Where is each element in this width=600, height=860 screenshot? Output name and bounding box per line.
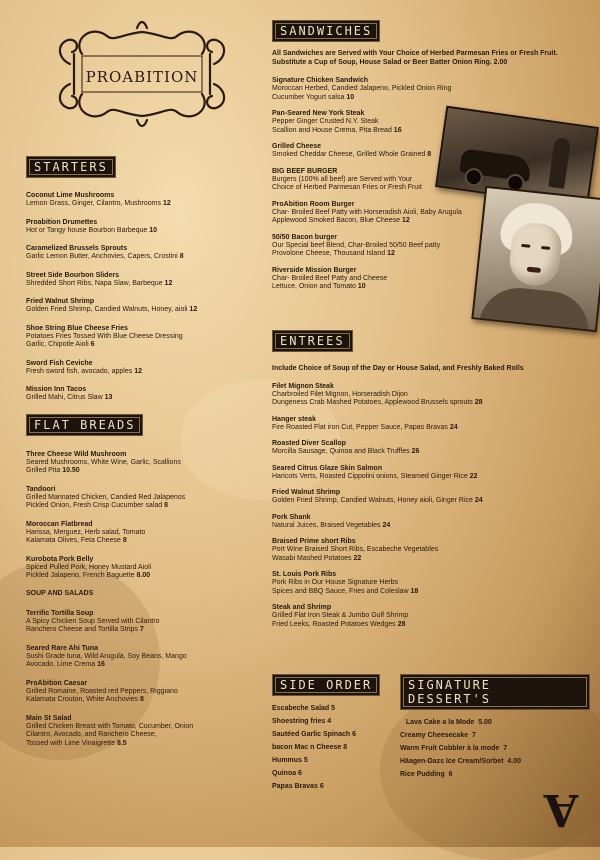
item-description-text: Smoked Cheddar Cheese, Grilled Whole Grained xyxy=(272,151,426,158)
item-price: 22 xyxy=(469,472,478,480)
item-description xyxy=(26,227,254,236)
item-price: 12 xyxy=(387,250,395,257)
item-description: Seared Mushrooms, White Wine, Garlic, Scallions xyxy=(26,458,181,466)
item-description: Char- Broiled Beef Patty and Cheese xyxy=(272,274,388,282)
item-price: 12 xyxy=(134,367,142,375)
item-price: 13 xyxy=(104,394,113,401)
logo xyxy=(52,14,232,134)
item-price: 12 xyxy=(164,279,173,287)
item-name: Shoe String Blue Cheese Fries xyxy=(26,324,128,332)
sandwich-note-line: All Sandwiches are Served with Your Choice of Herbed Parmesan Fries or Fresh Fruit. xyxy=(272,50,558,57)
item-description xyxy=(26,502,254,511)
starters-list xyxy=(26,191,254,403)
menu-item xyxy=(272,603,594,629)
item-description-text: Pickled Jalapeno, French Baguette xyxy=(26,572,135,579)
item-description-text: Shredded Short Ribs, Napa Slaw, Barbeque xyxy=(26,279,163,287)
dessert-item: Creamy Cheesecake 7 xyxy=(400,732,476,739)
item-name: Sword Fish Ceviche xyxy=(26,359,93,367)
menu-item xyxy=(26,679,254,705)
section-sandwiches: SANDWICHES xyxy=(272,20,380,42)
item-description: Pork Ribs in Our House Signature Herbs xyxy=(272,579,399,586)
section-entrees: ENTREES xyxy=(272,330,353,352)
item-name: Hanger steak xyxy=(272,415,316,423)
section-side-order: SIDE ORDER xyxy=(272,674,380,696)
item-price: 6 xyxy=(90,341,95,348)
menu-item xyxy=(26,714,254,749)
item-description-text: Wasabi Mashed Potatoes xyxy=(272,554,352,562)
item-description xyxy=(272,399,594,408)
item-name: BIG BEEF BURGER xyxy=(272,167,338,175)
item-price: 8.5 xyxy=(116,739,127,747)
item-description-text: Grilled Mahi, Citrus Slaw xyxy=(26,394,103,401)
item-name: Signature Chicken Sandwich xyxy=(272,77,369,84)
item-description: Port Wine Braised Short Ribs, Escabeche Vegetables xyxy=(272,546,439,553)
item-price: 22 xyxy=(353,554,362,562)
item-description xyxy=(26,661,254,670)
item-description xyxy=(26,696,254,705)
entrees-list xyxy=(272,382,594,630)
menu-item xyxy=(272,76,594,102)
menu-item xyxy=(26,324,254,350)
item-description-text: Garlic Lemon Butter, Anchovies, Capers, Crostini xyxy=(26,253,178,260)
item-description xyxy=(26,368,254,377)
item-price: 10 xyxy=(357,283,366,290)
soup-heading: SOUP AND SALADS xyxy=(26,589,94,597)
item-description xyxy=(272,555,594,564)
item-name: Roasted Diver Scallop xyxy=(272,440,346,447)
item-description-text: Kalamata Crouton, White Anchovies xyxy=(26,696,139,703)
item-price: 16 xyxy=(393,126,402,134)
item-price: 8 xyxy=(122,537,127,544)
menu-item xyxy=(272,537,594,563)
dessert-item: Lava Cake a la Mode 5.00 xyxy=(400,719,492,726)
item-description-text: Garlic, Chipotle Aioli xyxy=(26,341,89,348)
item-name: Mission Inn Tacos xyxy=(26,386,87,393)
menu-item xyxy=(26,359,254,377)
dessert-item: Häagen-Dazs Ice Cream/Sorbet 4.00 xyxy=(400,758,521,765)
item-price: 12 xyxy=(162,200,171,207)
item-price: 18 xyxy=(410,587,419,595)
item-description xyxy=(272,522,594,531)
item-description: Our Special beef Blend, Char-Broiled 50/50 Beef patty xyxy=(272,241,441,249)
menu-item xyxy=(26,609,254,635)
face-shape-icon xyxy=(507,221,563,288)
menu-item xyxy=(26,485,254,511)
menu-item xyxy=(272,415,594,433)
item-price: 24 xyxy=(449,423,458,431)
item-description-text: Cucumber Yogurt salsa xyxy=(272,93,345,101)
side-order-item: Shoestring fries 4 xyxy=(272,718,332,725)
item-description xyxy=(26,467,254,476)
item-description-text: Grilled Pita xyxy=(26,467,61,474)
item-price: 24 xyxy=(474,497,483,504)
item-name: Three Cheese Wild Mushroom xyxy=(26,450,127,458)
item-name: Kurobota Pork Belly xyxy=(26,555,94,563)
item-name: St. Louis Pork Ribs xyxy=(272,571,337,578)
item-description xyxy=(26,740,254,749)
figure-silhouette-icon xyxy=(548,137,571,189)
menu-item xyxy=(26,191,254,209)
item-description: Potatoes Fries Tossed With Blue Cheese Dressing xyxy=(26,332,183,340)
section-desserts: SIGNATURE DESSERT'S xyxy=(400,674,590,710)
item-description xyxy=(272,497,594,506)
dessert-item: Warm Fruit Cobbler à la mode 7 xyxy=(400,745,508,752)
item-name: Tandoori xyxy=(26,485,56,493)
section-flat-breads: FLAT BREADS xyxy=(26,414,143,436)
item-price: 10 xyxy=(346,93,355,101)
item-description xyxy=(26,253,254,262)
menu-item xyxy=(26,450,254,476)
item-price: 8 xyxy=(164,502,169,509)
item-description-text: Scallion and House Crema, Pita Bread xyxy=(272,126,392,134)
item-description xyxy=(272,588,594,597)
item-name: Moroccan Flatbread xyxy=(26,520,93,528)
menu-item xyxy=(272,488,594,506)
item-price: 28 xyxy=(397,620,406,628)
item-name: Proabition Drumettes xyxy=(26,218,98,226)
item-price: 26 xyxy=(411,448,420,455)
item-description-text: Golden Fried Shrimp, Candied Walnuts, Honey aioli, Ginger Rice xyxy=(272,497,473,504)
item-name: Filet Mignon Steak xyxy=(272,382,334,390)
item-name: Braised Prime short Ribs xyxy=(272,538,356,545)
item-description-text: Applewood Smoked Bacon, Blue Cheese xyxy=(272,217,401,224)
item-name: Seared Citrus Glaze Skin Salmon xyxy=(272,464,383,472)
item-description-text: Avocado, Lime Crema xyxy=(26,661,96,668)
item-name: Pan-Seared New York Steak xyxy=(272,110,365,117)
item-description: Grilled Chicken Breast with Tomato, Cucumber, Onion xyxy=(26,722,194,730)
item-price: 12 xyxy=(189,306,198,313)
item-description-text: Haricots Verts, Roasted Cippolini onions, Steamed Ginger Rice xyxy=(272,472,468,480)
item-name: Caramelized Brussels Sprouts xyxy=(26,245,128,252)
item-description-text: Fire Roasted Flat iron Cut, Pepper Sauce, Papas Bravas xyxy=(272,423,448,431)
menu-item xyxy=(26,644,254,670)
entree-note: Include Choice of Soup of the Day or House Salad, and Freshly Baked Rolls xyxy=(272,365,524,372)
item-description xyxy=(26,200,254,209)
item-description-text: Fried Leeks, Roasted Potatoes Wedges xyxy=(272,620,396,628)
item-description: Charbroiled Filet Mignon, Horseradish Dijon xyxy=(272,390,408,398)
item-description-text: Golden Fried Shrimp, Candied Walnuts, Honey, aioli xyxy=(26,306,188,313)
item-name: 50/50 Bacon burger xyxy=(272,233,337,241)
item-price: 7 xyxy=(139,626,144,633)
item-description xyxy=(272,424,594,433)
item-description: Burgers (100% all beef) are Served with Your xyxy=(272,175,413,183)
menu-item xyxy=(26,555,254,581)
item-description xyxy=(26,341,254,350)
menu-item xyxy=(272,570,594,596)
item-description-text: Provolone Cheese, Thousand Island xyxy=(272,250,386,257)
item-name: Street Side Bourbon Sliders xyxy=(26,271,119,279)
item-description: Grilled Romaine, Roasted red Peppers, Riggiano xyxy=(26,687,178,695)
item-price: 8 xyxy=(179,253,184,260)
item-description: Grilled Flat Iron Steak & Jumbo Gulf Shrimp xyxy=(272,612,409,619)
item-price: 28 xyxy=(474,399,483,406)
item-description xyxy=(26,626,254,635)
desserts-list xyxy=(400,719,590,778)
item-price: 12 xyxy=(401,217,410,224)
menu-item xyxy=(26,271,254,289)
menu-item xyxy=(26,244,254,262)
item-description-text: Natural Juices, Braised Vegetables xyxy=(272,521,381,529)
item-description-text: Kalamata Olives, Feta Cheese xyxy=(26,537,121,544)
item-name: Coconut Lime Mushrooms xyxy=(26,192,115,199)
item-description: Cilantro, Avocado, and Ranchero Cheese, xyxy=(26,731,157,738)
brand-name: PROABITION xyxy=(85,68,199,86)
item-name: Grilled Cheese xyxy=(272,143,322,150)
item-description: Char- Broiled Beef Patty with Horseradish Aioli, Baby Arugula xyxy=(272,208,462,216)
item-description-text: Lemon Grass, Ginger, Cilantro, Mushrooms xyxy=(26,200,161,207)
item-description: Grilled Marinated Chicken, Candied Red Jalapenos xyxy=(26,493,186,501)
side-order-item: Escabeche Salad 5 xyxy=(272,705,336,712)
menu-item xyxy=(272,513,594,531)
item-description-text: Spices and BBQ Sauce, Fries and Coleslaw xyxy=(272,587,409,595)
item-description: Spiced Pulled Pork, Honey Mustard Aioli xyxy=(26,563,152,571)
menu-item xyxy=(26,520,254,546)
item-description xyxy=(272,94,594,103)
side-order-item: Quinoa 6 xyxy=(272,770,302,777)
item-description-text: Lettuce, Onion and Tomato xyxy=(272,283,356,290)
shoulder-shape-icon xyxy=(479,284,593,332)
item-description: Pepper Ginger Crusted N.Y. Steak xyxy=(272,118,379,125)
side-order-item: Papas Bravas 6 xyxy=(272,783,324,790)
item-price: 24 xyxy=(382,521,391,529)
item-description-text: Morcilla Sausage, Quinoa and Black Truffles xyxy=(272,448,410,455)
item-description xyxy=(26,306,254,315)
item-description xyxy=(272,448,594,457)
flat-breads-list xyxy=(26,450,254,581)
item-description: Sushi Grade tuna, Wild Arugula, Soy Beans, Mango xyxy=(26,652,187,660)
menu-item xyxy=(26,297,254,315)
item-price: 8.00 xyxy=(136,572,151,579)
item-description xyxy=(26,572,254,581)
item-name: ProAbition Caesar xyxy=(26,679,88,687)
item-description xyxy=(26,537,254,546)
item-description xyxy=(272,473,594,482)
item-description xyxy=(26,394,254,403)
item-description xyxy=(26,280,254,289)
item-price: 10 xyxy=(149,226,158,234)
item-name: Riverside Mission Burger xyxy=(272,266,357,274)
side-orders-list xyxy=(272,705,392,790)
item-description-text: Hot or Tangy house Bourbon Barbeque xyxy=(26,226,148,234)
menu-item xyxy=(26,385,254,403)
item-description-text: Pickled Onion, Fresh Crisp Cucumber salad xyxy=(26,502,163,509)
menu-item xyxy=(26,218,254,236)
item-description xyxy=(272,621,594,630)
side-order-item: bacon Mac n Cheese 8 xyxy=(272,744,348,751)
item-name: Fried Walnut Shrimp xyxy=(272,489,341,496)
item-description: A Spicy Chicken Soup Served with Cilantro xyxy=(26,617,160,625)
item-description-text: Fresh sword fish, avocado, apples xyxy=(26,367,133,375)
side-order-item: Sautéed Garlic Spinach 6 xyxy=(272,731,357,738)
menu-item xyxy=(272,382,594,408)
item-description: Harissa, Merguez, Herb salad, Tomato xyxy=(26,528,146,536)
item-description-text: Tossed with Lime Vinaigrette xyxy=(26,739,115,747)
item-price: 8 xyxy=(140,696,144,703)
brand-mark-icon: A xyxy=(544,784,579,835)
item-description-text: Ranchero Cheese and Tortilla Strips xyxy=(26,626,138,633)
sandwich-note xyxy=(272,50,594,67)
menu-item xyxy=(272,464,594,482)
item-name: Terrific Tortilla Soup xyxy=(26,609,94,617)
item-price: 10.50 xyxy=(62,467,80,474)
soups-list xyxy=(26,609,254,749)
side-order-item: Hummus 5 xyxy=(272,757,308,764)
section-starters: STARTERS xyxy=(26,156,116,178)
item-price: 8 xyxy=(427,151,432,158)
item-name: Pork Shank xyxy=(272,513,311,521)
item-description: Choice of Herbed Parmesan Fries or Fresh Fruit xyxy=(272,184,422,191)
item-name: ProAbition Room Burger xyxy=(272,200,355,208)
item-name: Fried Walnut Shrimp xyxy=(26,298,95,305)
vintage-portrait-photo xyxy=(471,186,600,332)
item-price: 16 xyxy=(97,661,105,668)
item-name: Seared Rare Ahi Tuna xyxy=(26,644,98,652)
item-name: Main St Salad xyxy=(26,714,72,722)
sandwich-note-line: Substitute a Cup of Soup, House Salad or Beer Batter Onion Ring. 2.00 xyxy=(272,58,508,66)
item-description-text: Dungeness Crab Mashed Potatoes, Applewood Brussels sprouts xyxy=(272,399,473,406)
dessert-item: Rice Pudding 6 xyxy=(400,771,453,778)
item-description: Moroccan Herbed, Candied Jalapeno, Pickled Onion Ring xyxy=(272,85,452,92)
menu-item xyxy=(272,439,594,457)
item-name: Steak and Shrimp xyxy=(272,604,332,611)
